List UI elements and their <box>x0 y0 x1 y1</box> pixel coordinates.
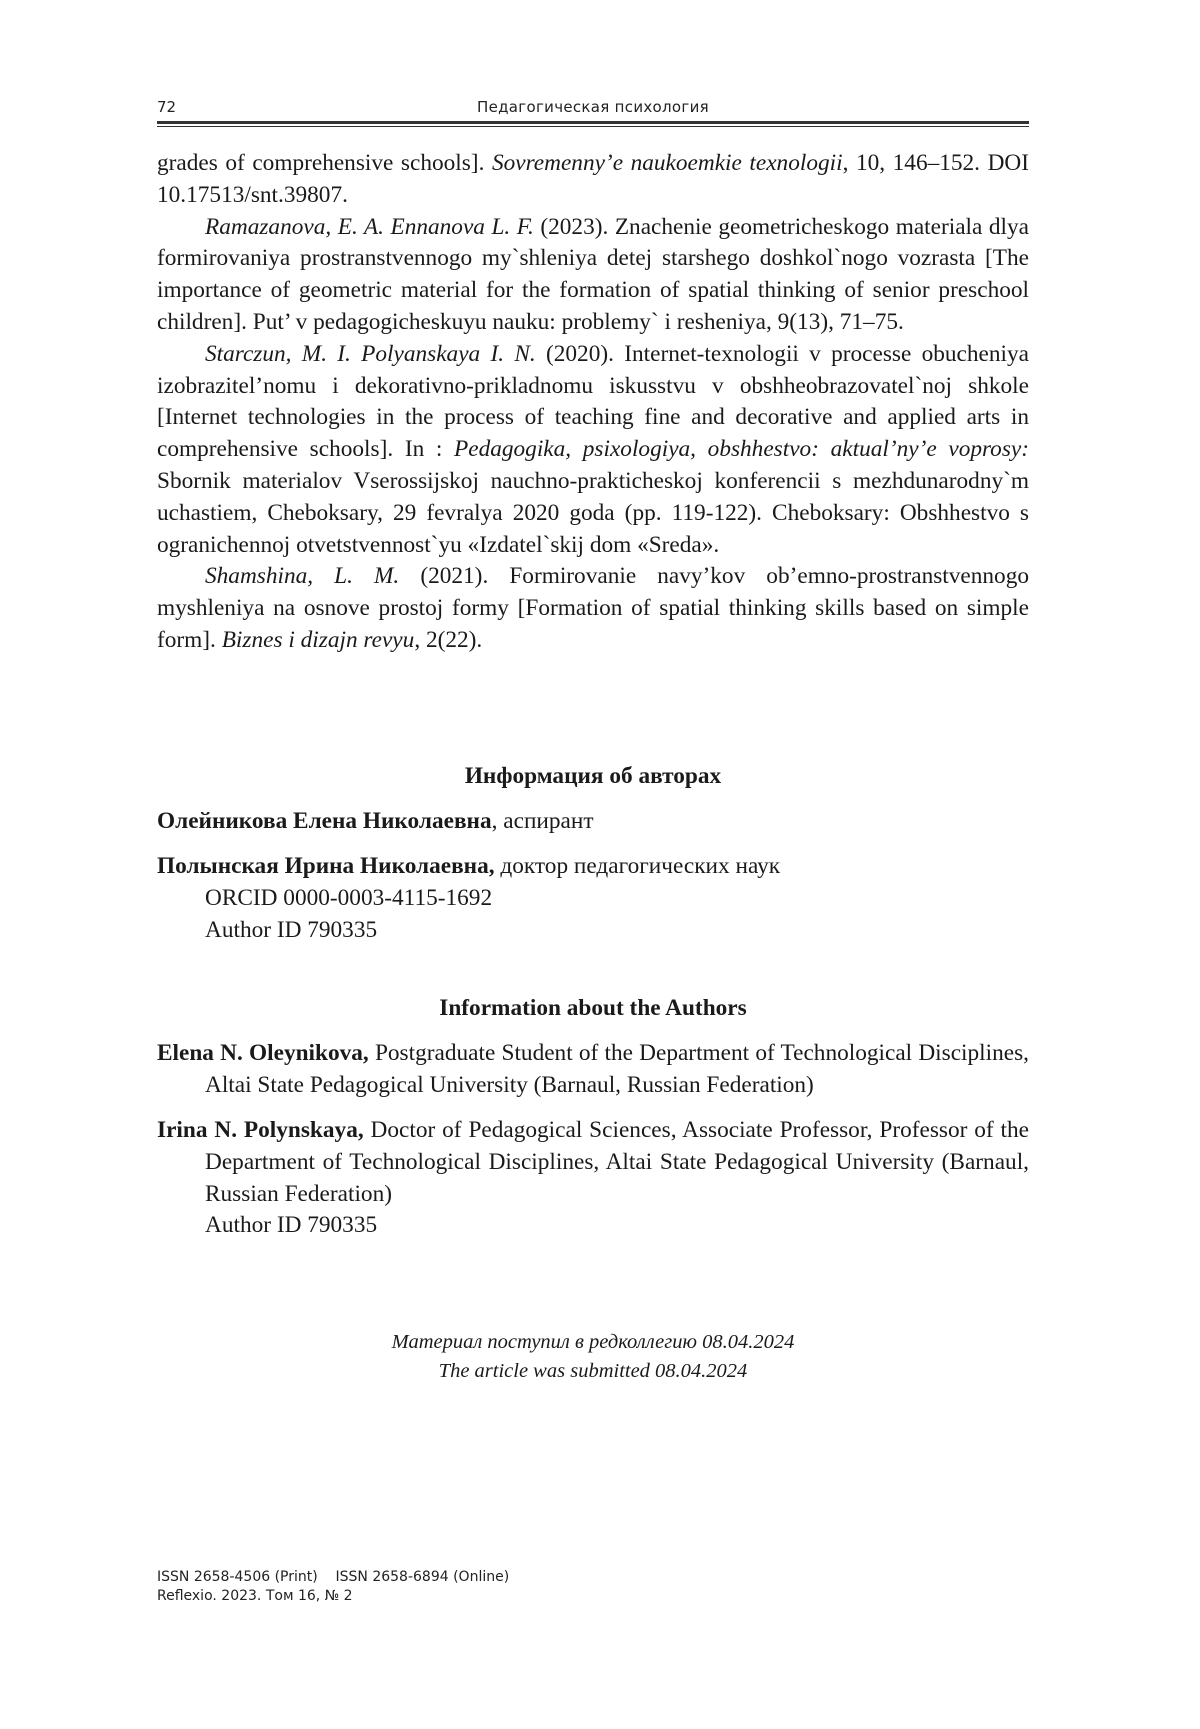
author-ru-1: Олейникова Елена Николаевна, аспирант <box>157 808 594 834</box>
author-en-1: Elena N. Oleynikova, Postgraduate Student of the Department of Technological Disciplines, Altai State Pedagogical University (Barnaul, Russian Federation) <box>157 1040 1029 1098</box>
reference-list <box>157 148 1029 657</box>
author-ru-2: Полынская Ирина Николаевна, доктор педагогических наук ORCID 0000-0003-4115-1692 Author ID 790335 <box>157 851 1029 946</box>
author-name: Irina N. Polynskaya, <box>157 1117 364 1143</box>
issn: ISSN 2658-4506 (Print) ISSN 2658-6894 (Online) <box>157 1569 510 1585</box>
journal-name: Sovremenny’e naukoemkie texnologii <box>491 150 843 176</box>
journal-name: Biznes i dizajn revyu <box>221 626 415 653</box>
journal-issue: Reflexio. 2023. Том 16, № 2 <box>157 1588 353 1604</box>
reference-item: Starczun, M. I. Polyanskaya I. N. (2020). Internet-texnologii v processe obucheniya izobrazitel’nomu i dekorativno-prikladnomu iskusstvu v obshheobrazovatel`noj shkole [Internet technologies in the process of teaching fine and decorative and applied arts in comprehensive schools]. In : Pedagogika, psixologiya, obshhestvo: aktual’ny’e voprosy: Sbornik materialov Vserossijskoj nauchno-prakticheskoj konferencii s mezhdunarodny`m uchastiem, Cheboksary, 29 fevralya 2020 goda (pp. 119-122). Cheboksary: Obshhestvo s ogranichennoj otvetstvennost`yu «Izdatel`skij dom «Sreda». <box>157 340 1029 558</box>
info-authors-en-title: Information about the Authors <box>439 995 747 1021</box>
running-header <box>157 96 1029 118</box>
author-name: Олейникова Елена Николаевна <box>157 808 492 834</box>
author-id: Author ID 790335 <box>205 916 378 943</box>
book-title: Pedagogika, psixologiya, obshhestvo: aktual’ny’e voprosy: <box>454 436 1029 463</box>
submission-note <box>157 1328 1029 1386</box>
reference-authors: Shamshina, L. M. <box>205 563 400 590</box>
page-number: 72 <box>157 98 177 116</box>
author-name: Elena N. Oleynikova, <box>157 1040 369 1066</box>
reference-authors: Starczun, M. I. Polyanskaya I. N. <box>205 340 536 367</box>
header-rule-thin <box>157 126 1029 127</box>
header-rule-thick <box>157 121 1029 124</box>
submitted-ru: Материал поступил в редколлегию 08.04.2024 <box>391 1331 795 1353</box>
reference-item: Ramazanova, E. A. Ennanova L. F. (2023). Znachenie geometricheskogo materiala dlya formirovaniya prostranstvennogo my`shleniya detej starshego doshkol`nogo vozrasta [The importance of geometric material for the formation of spatial thinking of senior preschool children]. Put’ v pedagogicheskuyu nauku: problemy` i resheniya, 9(13), 71–75. <box>157 213 1029 335</box>
author-en-2: Irina N. Polynskaya, Doctor of Pedagogical Sciences, Associate Professor, Professor of the Department of Technological Disciplines, Altai State Pedagogical University (Barnaul, Russian Federation) Author ID 790335 <box>157 1115 1029 1242</box>
author-name: Полынская Ирина Николаевна, <box>157 853 495 879</box>
reference-authors: Ramazanova, E. A. Ennanova L. F. <box>205 213 534 240</box>
orcid: ORCID 0000-0003-4115-1692 <box>205 884 493 911</box>
page-footer <box>157 1568 509 1606</box>
section-title: Педагогическая психология <box>477 98 709 116</box>
submitted-en: The article was submitted 08.04.2024 <box>438 1360 748 1382</box>
reference-item: Shamshina, L. M. (2021). Formirovanie navy’kov ob’emno-prostranstvennogo myshleniya na osnove prostoj formy [Formation of spatial thinking skills based on simple form]. Biznes i dizajn revyu, 2(22). <box>157 563 1029 653</box>
info-authors-ru-title: Информация об авторах <box>464 763 722 789</box>
author-id: Author ID 790335 <box>205 1212 378 1239</box>
reference-continued: grades of comprehensive schools]. Sovremenny’e naukoemkie texnologii, 10, 146–152. DOI 10.17513/snt.39807. <box>157 150 1029 208</box>
